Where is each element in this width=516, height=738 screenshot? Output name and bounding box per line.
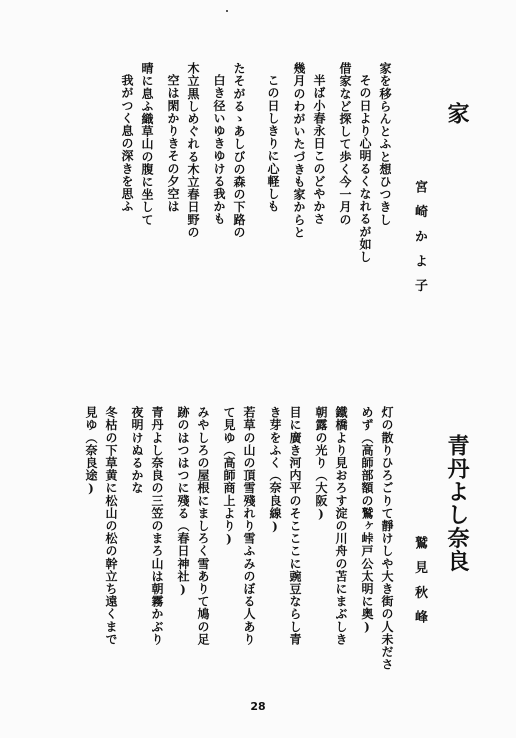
poem-line: みやしろの屋根にましろく雪ありて鳩の足 (196, 406, 210, 646)
poem-line: 家を移らんとふと想ひつきし (378, 62, 392, 226)
poem-author: 鷲見秋峰 (412, 536, 427, 635)
poem-line: 半ば小春永日このどやかさ (312, 74, 326, 226)
poem-line: 我がつく息の深きを思ふ (120, 74, 134, 213)
poem-line: めず（高師部額の鷲ヶ峠戸公太明に奥) (360, 406, 374, 635)
poem-line: 若草の山の頂雪殘れり雪ふみのぼる人あり (242, 406, 256, 646)
poem-title: 家 (444, 102, 470, 126)
poem-line: 借家など探して歩く今一月の (338, 62, 352, 226)
poem-line: 跡のはつはつに殘る（春日神社) (176, 406, 190, 597)
poem-line: 青丹よし奈良の三笠のまろ山は朝霧かぶり (150, 406, 164, 646)
poem-line: き芽をふく（奈良線) (268, 406, 282, 534)
poem-line: 冬枯の下草黄に松山の松の幹立ち遠くまで (104, 406, 118, 646)
poem-aoni-yoshi-nara (77, 406, 468, 671)
page-number: 28 (250, 700, 266, 713)
poem-title: 青丹よし奈良 (444, 434, 470, 573)
print-speck (226, 10, 228, 12)
poem-line: この日しきりに心軽しも (266, 74, 280, 213)
poem-line: 目に廣き河内平のそこここに豌豆ならし青 (288, 406, 302, 646)
poem-line: て見ゆ（高師商上より) (222, 406, 236, 547)
poem-line: 晴に息ふ織草山の腹に坐して (140, 62, 154, 226)
poem-line: その日より心明るくなれるが如し (358, 74, 372, 263)
poem-line: 鐵橋より見おろす淀の川舟の苫にまぶしき (334, 406, 348, 646)
poem-line: 空は閑かりきその夕空は (166, 74, 180, 213)
poem-line: 白き径いゆきゆける我かも (212, 74, 226, 226)
poem-author: 宮崎かよ子 (412, 180, 427, 304)
poem-ie (113, 62, 468, 304)
poem-line: 朝露の光り（大阪) (314, 406, 328, 522)
poem-line: 幾月のわがいたづきも家からと (292, 62, 306, 239)
poem-line: 夜明けぬるかな (130, 406, 144, 495)
poem-line: たそがるゝあしびの森の下路の (232, 62, 246, 239)
poem-line: 木立黒しめぐれる木立春日野の (186, 62, 200, 239)
poem-line: 灯の散りひろごりて靜けしや大き街の人未ださ (380, 406, 394, 671)
poem-line: 見ゆ（奈良途) (84, 406, 98, 497)
